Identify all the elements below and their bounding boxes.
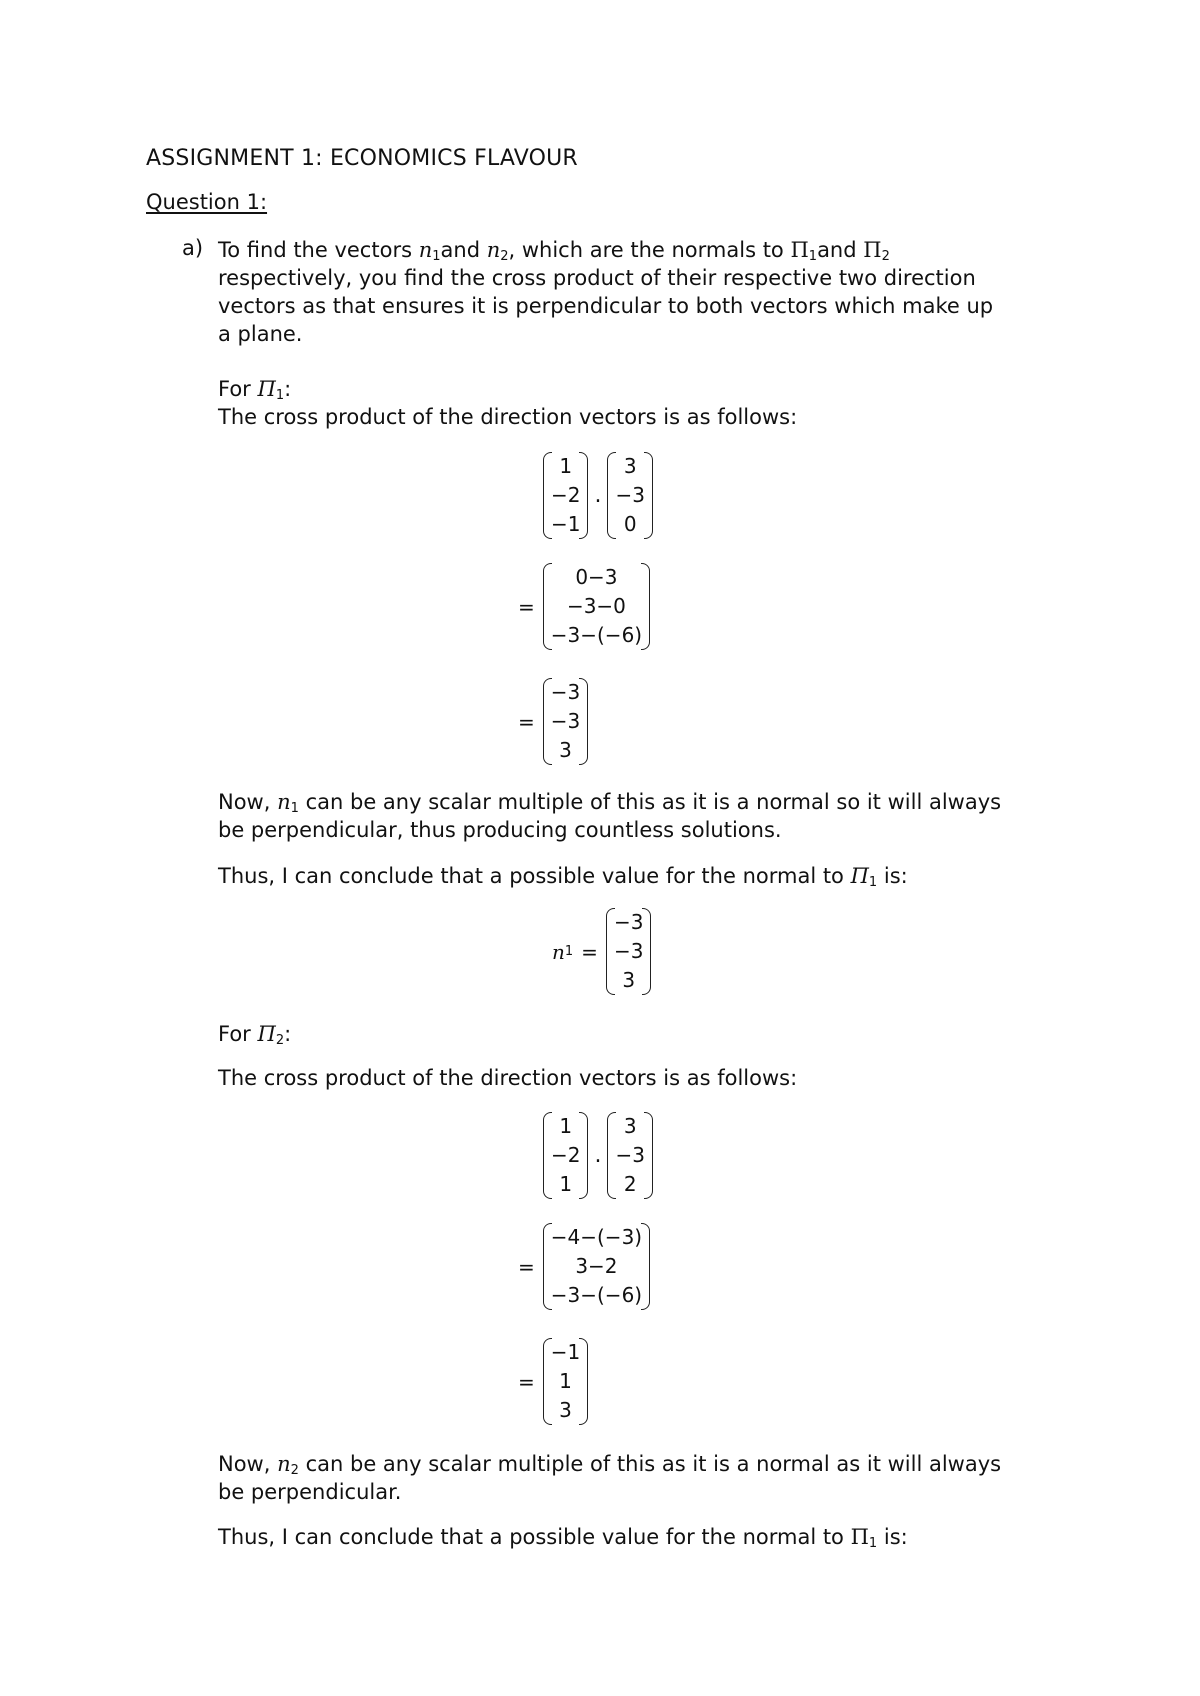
- cross-product-expression-2: [543, 1112, 653, 1199]
- expanded-vector-2: −4−(−3) 3−2 −3−(−6): [543, 1223, 650, 1310]
- question-heading: Question 1:: [146, 190, 268, 214]
- intro-line-4: a plane.: [218, 322, 303, 346]
- final-normal-vector-1: −3 −3 3: [606, 908, 651, 995]
- dot-operator-1: .: [594, 483, 602, 508]
- expanded-expression-1: = 0−3 −3−0 −3−(−6): [510, 563, 650, 650]
- direction-vector-a-2: 1 −2 1: [543, 1112, 588, 1199]
- conclude-line-2: Thus, I can conclude that a possible value for the normal to $\Pi_1$ is:: [218, 1525, 908, 1551]
- result-vector-2: −1 1 3: [543, 1338, 588, 1425]
- dot-operator-2: .: [594, 1143, 602, 1168]
- now-line-2a: Now, $n_2$ can be any scalar multiple of this as it is a normal as it will always: [218, 1452, 1002, 1478]
- document-title: ASSIGNMENT 1: ECONOMICS FLAVOUR: [146, 146, 578, 171]
- direction-vector-b-1: 3 −3 0: [607, 452, 652, 539]
- expanded-vector-1: 0−3 −3−0 −3−(−6): [543, 563, 650, 650]
- result-vector-1: −3 −3 3: [543, 678, 588, 765]
- now-line-1a: Now, $n_1$ can be any scalar multiple of this as it is a normal so it will always: [218, 790, 1002, 816]
- result-expression-2: = −1 1 3: [510, 1338, 588, 1425]
- intro-line-1: To find the vectors $n_1and$ $n_2$, which are the normals to $\Pi_1and$ $\Pi_2$: [218, 238, 890, 264]
- result-expression-1: = −3 −3 3: [510, 678, 588, 765]
- cross-intro-1: The cross product of the direction vectors is as follows:: [218, 405, 798, 429]
- conclude-line-1: Thus, I can conclude that a possible value for the normal to $\Pi_1$ is:: [218, 864, 908, 890]
- now-line-2b: be perpendicular.: [218, 1480, 402, 1504]
- item-marker: a): [182, 236, 204, 260]
- final-normal-1: n 1 = −3 −3 3: [552, 908, 651, 995]
- for-plane-1: For $\Pi_1$:: [218, 377, 292, 403]
- now-line-1b: be perpendicular, thus producing countless solutions.: [218, 818, 782, 842]
- direction-vector-b-2: 3 −3 2: [607, 1112, 652, 1199]
- intro-line-3: vectors as that ensures it is perpendicular to both vectors which make up: [218, 294, 994, 318]
- expanded-expression-2: = −4−(−3) 3−2 −3−(−6): [510, 1223, 650, 1310]
- direction-vector-a-1: 1 −2 −1: [543, 452, 588, 539]
- cross-intro-2: The cross product of the direction vectors is as follows:: [218, 1066, 798, 1090]
- intro-line-2: respectively, you find the cross product of their respective two direction: [218, 266, 976, 290]
- for-plane-2: For $\Pi_2$:: [218, 1022, 292, 1048]
- cross-product-expression-1: [543, 452, 653, 539]
